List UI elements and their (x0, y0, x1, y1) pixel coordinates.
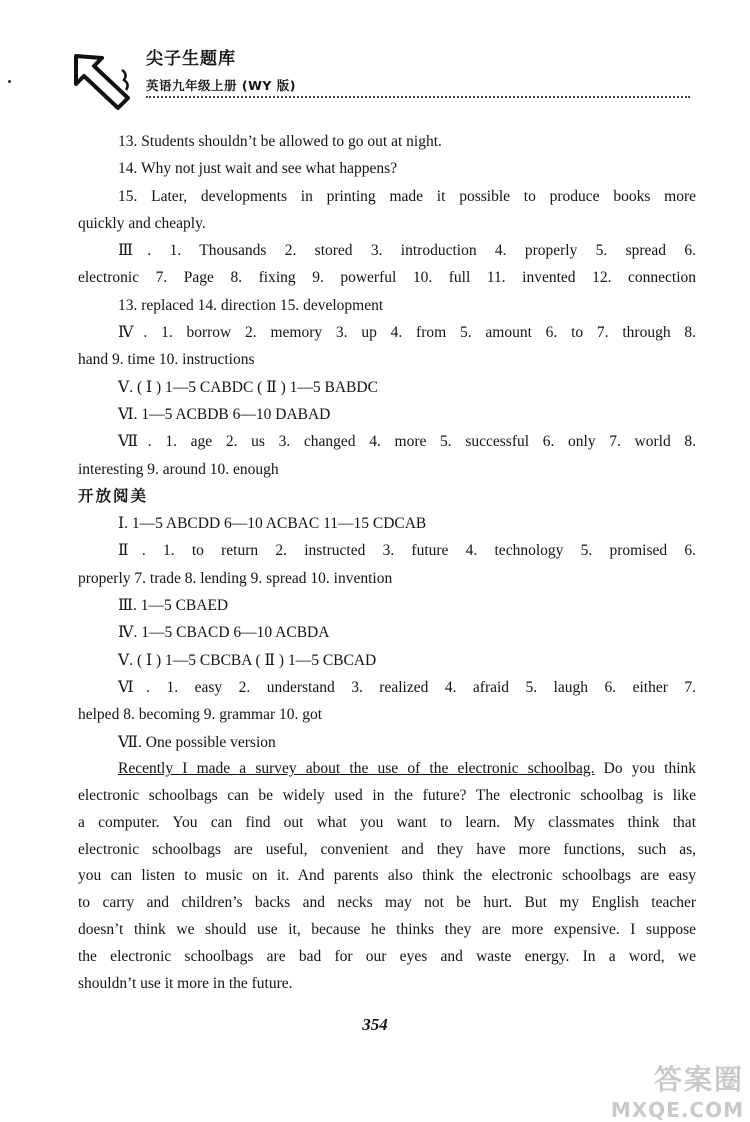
essay-line: to carry and children’s backs and necks may not be hurt. But my English teacher (78, 894, 696, 912)
margin-dot (8, 80, 11, 83)
essay-first-line-rest: Do you think (594, 759, 696, 777)
essay-line: electronic schoolbags are useful, convenient and they have more functions, such as, (78, 840, 696, 858)
answer-content (78, 128, 696, 998)
essay-line: electronic schoolbags can be widely used in the future? The electronic schoolbag is like (78, 786, 696, 804)
answer-line: electronic 7. Page 8. fixing 9. powerful 10. full 11. invented 12. connection (78, 269, 696, 287)
answer-line: Ⅳ. 1. borrow 2. memory 3. up 4. from 5. amount 6. to 7. through 8. (118, 324, 696, 342)
answer-line: Ⅵ. 1. easy 2. understand 3. realized 4. afraid 5. laugh 6. either 7. (118, 678, 696, 696)
essay-line: doesn’t think we should use it, because he thinks they are more expensive. I suppose (78, 921, 696, 939)
answer-line: Ⅴ. ( Ⅰ ) 1—5 CBCBA ( Ⅱ ) 1—5 CBCAD (118, 651, 377, 669)
essay-line: you can listen to music on it. And parents also think the electronic schoolbags are easy (78, 867, 696, 885)
answer-line: hand 9. time 10. instructions (78, 351, 255, 369)
watermark-url: MXQE.COM (610, 1098, 744, 1122)
answer-line: properly 7. trade 8. lending 9. spread 10. invention (78, 569, 393, 587)
page-header (0, 0, 750, 110)
answer-line: quickly and cheaply. (78, 214, 206, 232)
watermark (611, 1058, 744, 1122)
page-number: 354 (362, 1015, 388, 1034)
answer-line: Ⅰ. 1—5 ABCDD 6—10 ACBAC 11—15 CDCAB (118, 515, 427, 533)
answer-line: interesting 9. around 10. enough (78, 460, 279, 478)
watermark-logo-text: 答案圈 (653, 1063, 744, 1096)
essay-underlined-sentence: Recently I made a survey about the use of the electronic schoolbag. (118, 759, 595, 777)
answer-line: Ⅴ. ( Ⅰ ) 1—5 CABDC ( Ⅱ ) 1—5 BABDC (118, 378, 378, 396)
answer-line: 13. Students shouldn’t be allowed to go out at night. (118, 133, 442, 150)
essay-first-line (78, 756, 696, 783)
arrow-logo-icon (72, 52, 134, 110)
essay-line: shouldn’t use it more in the future. (78, 974, 293, 992)
book-series-title: 尖子生题库 (146, 49, 236, 69)
answer-line: 14. Why not just wait and see what happens? (118, 160, 398, 178)
book-subtitle: 英语九年级上册 (WY 版) (146, 78, 296, 93)
section-heading: 开放阅美 (78, 486, 149, 505)
answer-line: Ⅲ. 1—5 CBAED (118, 597, 229, 615)
essay-line: a computer. You can find out what you want to learn. My classmates think that (78, 813, 696, 831)
answer-line: Ⅶ. One possible version (118, 733, 276, 751)
answer-line: Ⅵ. 1—5 ACBDB 6—10 DABAD (118, 405, 331, 423)
sample-essay (78, 756, 696, 998)
answer-line: Ⅶ. 1. age 2. us 3. changed 4. more 5. successful 6. only 7. world 8. (118, 433, 696, 451)
answer-line: 13. replaced 14. direction 15. development (118, 296, 384, 314)
header-divider (146, 96, 690, 98)
answer-line: helped 8. becoming 9. grammar 10. got (78, 706, 323, 724)
answer-line: 15. Later, developments in printing made it possible to produce books more (118, 187, 696, 205)
answer-line: Ⅱ. 1. to return 2. instructed 3. future 4. technology 5. promised 6. (118, 542, 696, 560)
essay-line: the electronic schoolbags are bad for our eyes and waste energy. In a word, we (78, 948, 696, 966)
answer-line: Ⅲ. 1. Thousands 2. stored 3. introduction 4. properly 5. spread 6. (118, 242, 696, 260)
answer-line: Ⅳ. 1—5 CBACD 6—10 ACBDA (118, 624, 330, 642)
